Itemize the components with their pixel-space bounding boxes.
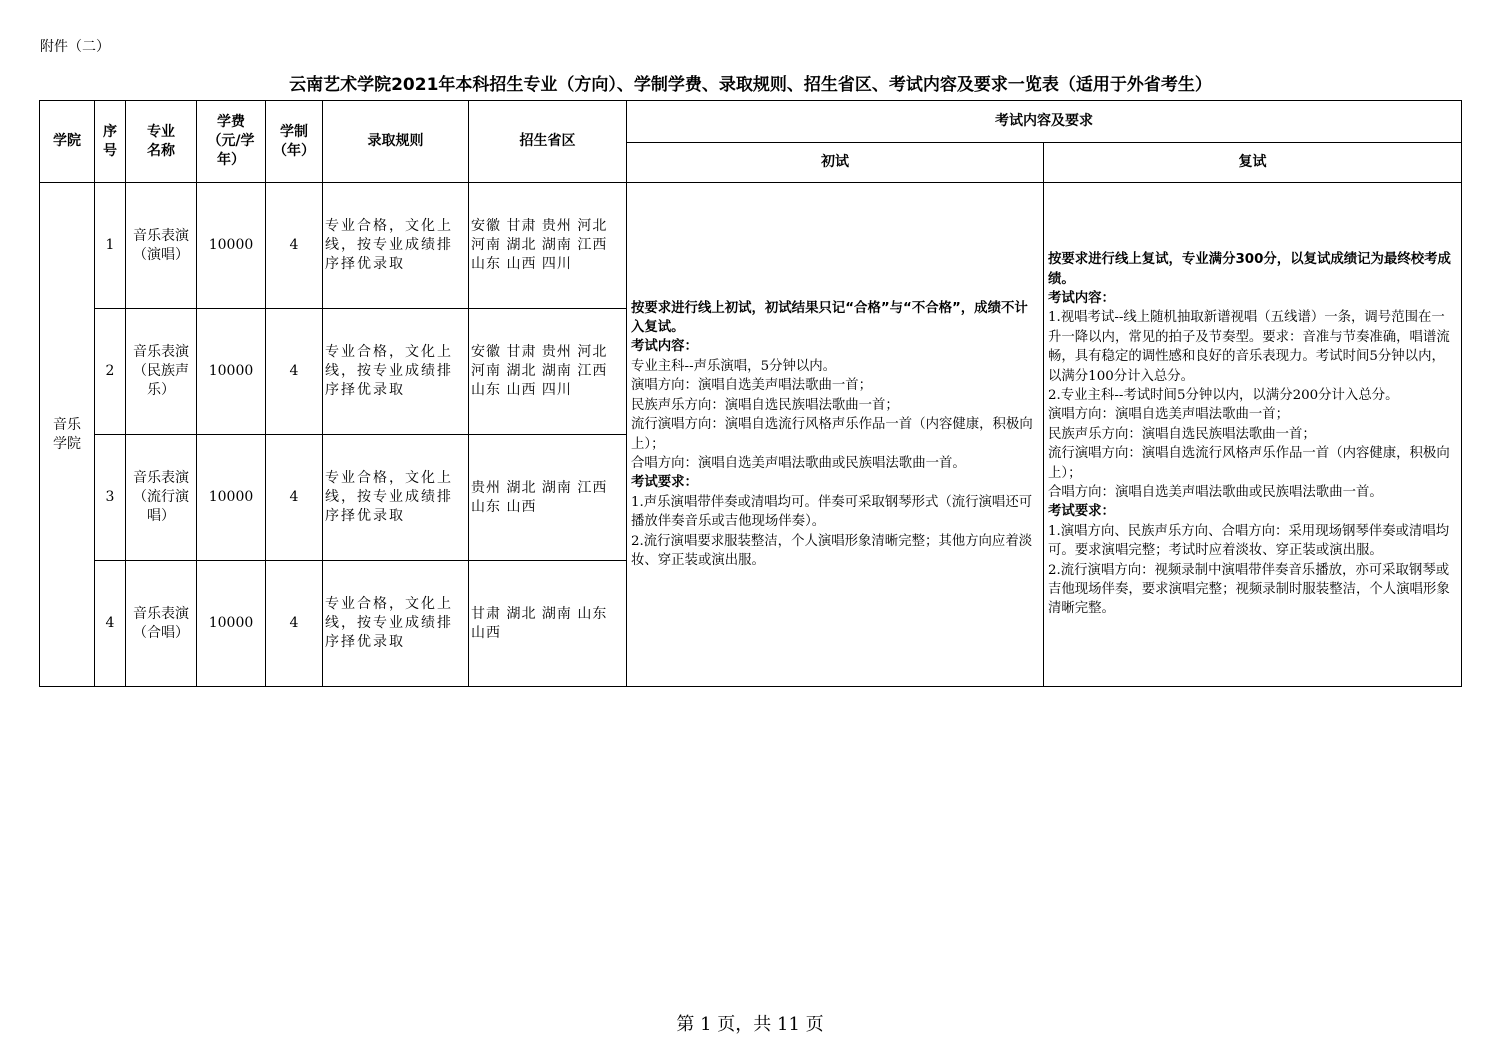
prelim-req-line: 1.声乐演唱带伴奏或清唱均可。伴奏可采取钢琴形式（流行演唱还可播放伴奏音乐或吉他现场伴奏）。 <box>631 494 1033 530</box>
prelim-req-heading: 考试要求： <box>631 475 698 491</box>
years-cell: 4 <box>266 309 323 435</box>
retest-cell <box>1044 183 1462 687</box>
retest-content-line: 1.视唱考试--线上随机抽取新谱视唱（五线谱）一条，调号范围在一升一降以内，常见的拍子及节奏型。要求：音准与节奏准确，唱谱流畅，具有稳定的调性感和良好的音乐表现力。考试时间5分钟以内，以满分100分计入总分。 <box>1048 310 1450 384</box>
years-cell: 4 <box>266 183 323 309</box>
college-cell <box>40 183 95 687</box>
provinces-cell: 贵州 湖北 湖南 江西 山东 山西 <box>469 435 627 561</box>
retest-content-heading: 考试内容： <box>1048 290 1115 306</box>
major-cell: 音乐表演（民族声乐） <box>126 309 197 435</box>
header-prelim: 初试 <box>627 143 1044 183</box>
rule-cell: 专业合格，文化上线，按专业成绩排序择优录取 <box>323 435 469 561</box>
retest-req-heading: 考试要求： <box>1048 504 1115 520</box>
header-rule: 录取规则 <box>323 101 469 183</box>
retest-content-line: 合唱方向：演唱自选美声唱法歌曲或民族唱法歌曲一首。 <box>1048 485 1383 501</box>
prelim-content-line: 合唱方向：演唱自选美声唱法歌曲或民族唱法歌曲一首。 <box>631 455 966 471</box>
header-years-line2: （年） <box>273 142 315 159</box>
provinces-cell: 甘肃 湖北 湖南 山东 山西 <box>469 561 627 687</box>
seq-cell: 1 <box>95 183 126 309</box>
rule-cell: 专业合格，文化上线，按专业成绩排序择优录取 <box>323 183 469 309</box>
prelim-content-line: 专业主科--声乐演唱，5分钟以内。 <box>631 358 837 374</box>
header-fee-line3: 年） <box>217 152 245 168</box>
retest-content-line: 2.专业主科--考试时间5分钟以内，以满分200分计入总分。 <box>1048 387 1399 403</box>
header-years-line1: 学制 <box>280 123 308 140</box>
seq-cell: 4 <box>95 561 126 687</box>
rule-cell: 专业合格，文化上线，按专业成绩排序择优录取 <box>323 561 469 687</box>
seq-cell: 3 <box>95 435 126 561</box>
seq-cell: 2 <box>95 309 126 435</box>
prelim-content-line: 演唱方向：演唱自选美声唱法歌曲一首； <box>631 378 873 394</box>
fee-cell: 10000 <box>197 309 266 435</box>
retest-content-line: 民族声乐方向：演唱自选民族唱法歌曲一首； <box>1048 426 1316 442</box>
college-name: 音乐学院 <box>53 416 81 452</box>
header-major-line2: 名称 <box>147 142 175 159</box>
header-years <box>266 101 323 183</box>
header-fee-line2: （元/学 <box>207 133 255 149</box>
header-seq <box>95 101 126 183</box>
retest-req-line: 2.流行演唱方向：视频录制中演唱带伴奏音乐播放，亦可采取钢琴或吉他现场伴奏，要求演唱完整；视频录制时服装整洁，个人演唱形象清晰完整。 <box>1048 562 1450 617</box>
years-cell: 4 <box>266 561 323 687</box>
major-cell: 音乐表演（流行演唱） <box>126 435 197 561</box>
years-cell: 4 <box>266 435 323 561</box>
header-provinces: 招生省区 <box>469 101 627 183</box>
page-title: 云南艺术学院2021年本科招生专业（方向）、学制学费、录取规则、招生省区、考试内容及要求一览表（适用于外省考生） <box>289 75 1212 95</box>
major-cell: 音乐表演（演唱） <box>126 183 197 309</box>
retest-intro: 按要求进行线上复试，专业满分300分，以复试成绩记为最终校考成绩。 <box>1048 252 1451 287</box>
header-fee-line1: 学费 <box>217 114 245 130</box>
prelim-content-heading: 考试内容： <box>631 339 698 355</box>
header-seq-line1: 序 <box>103 123 117 140</box>
fee-cell: 10000 <box>197 435 266 561</box>
prelim-content-line: 流行演唱方向：演唱自选流行风格声乐作品一首（内容健康，积极向上）； <box>631 417 1033 452</box>
table-row <box>40 183 1462 309</box>
retest-content-line: 演唱方向：演唱自选美声唱法歌曲一首； <box>1048 407 1290 423</box>
header-fee <box>197 101 266 183</box>
header-retest: 复试 <box>1044 143 1462 183</box>
fee-cell: 10000 <box>197 561 266 687</box>
page-footer: 第 1 页，共 11 页 <box>676 1014 824 1035</box>
prelim-intro: 按要求进行线上初试，初试结果只记“合格”与“不合格”，成绩不计入复试。 <box>631 300 1028 336</box>
header-major <box>126 101 197 183</box>
rule-cell: 专业合格，文化上线，按专业成绩排序择优录取 <box>323 309 469 435</box>
provinces-cell: 安徽 甘肃 贵州 河北 河南 湖北 湖南 江西 山东 山西 四川 <box>469 309 627 435</box>
attachment-label: 附件（二） <box>40 39 110 55</box>
prelim-cell <box>627 183 1044 687</box>
retest-content-line: 流行演唱方向：演唱自选流行风格声乐作品一首（内容健康，积极向上）； <box>1048 446 1450 481</box>
admissions-table <box>39 100 1462 687</box>
prelim-req-line: 2.流行演唱要求服装整洁，个人演唱形象清晰完整；其他方向应着淡妆、穿正装或演出服。 <box>631 533 1033 568</box>
provinces-cell: 安徽 甘肃 贵州 河北 河南 湖北 湖南 江西 山东 山西 四川 <box>469 183 627 309</box>
header-major-line1: 专业 <box>147 123 175 140</box>
prelim-content-line: 民族声乐方向：演唱自选民族唱法歌曲一首； <box>631 397 899 413</box>
retest-req-line: 1.演唱方向、民族声乐方向、合唱方向：采用现场钢琴伴奏或清唱均可。要求演唱完整；考试时应着淡妆、穿正装或演出服。 <box>1048 523 1450 559</box>
fee-cell: 10000 <box>197 183 266 309</box>
header-seq-line2: 号 <box>103 142 117 159</box>
header-college: 学院 <box>40 101 95 183</box>
major-cell: 音乐表演（合唱） <box>126 561 197 687</box>
header-exam: 考试内容及要求 <box>627 101 1462 143</box>
